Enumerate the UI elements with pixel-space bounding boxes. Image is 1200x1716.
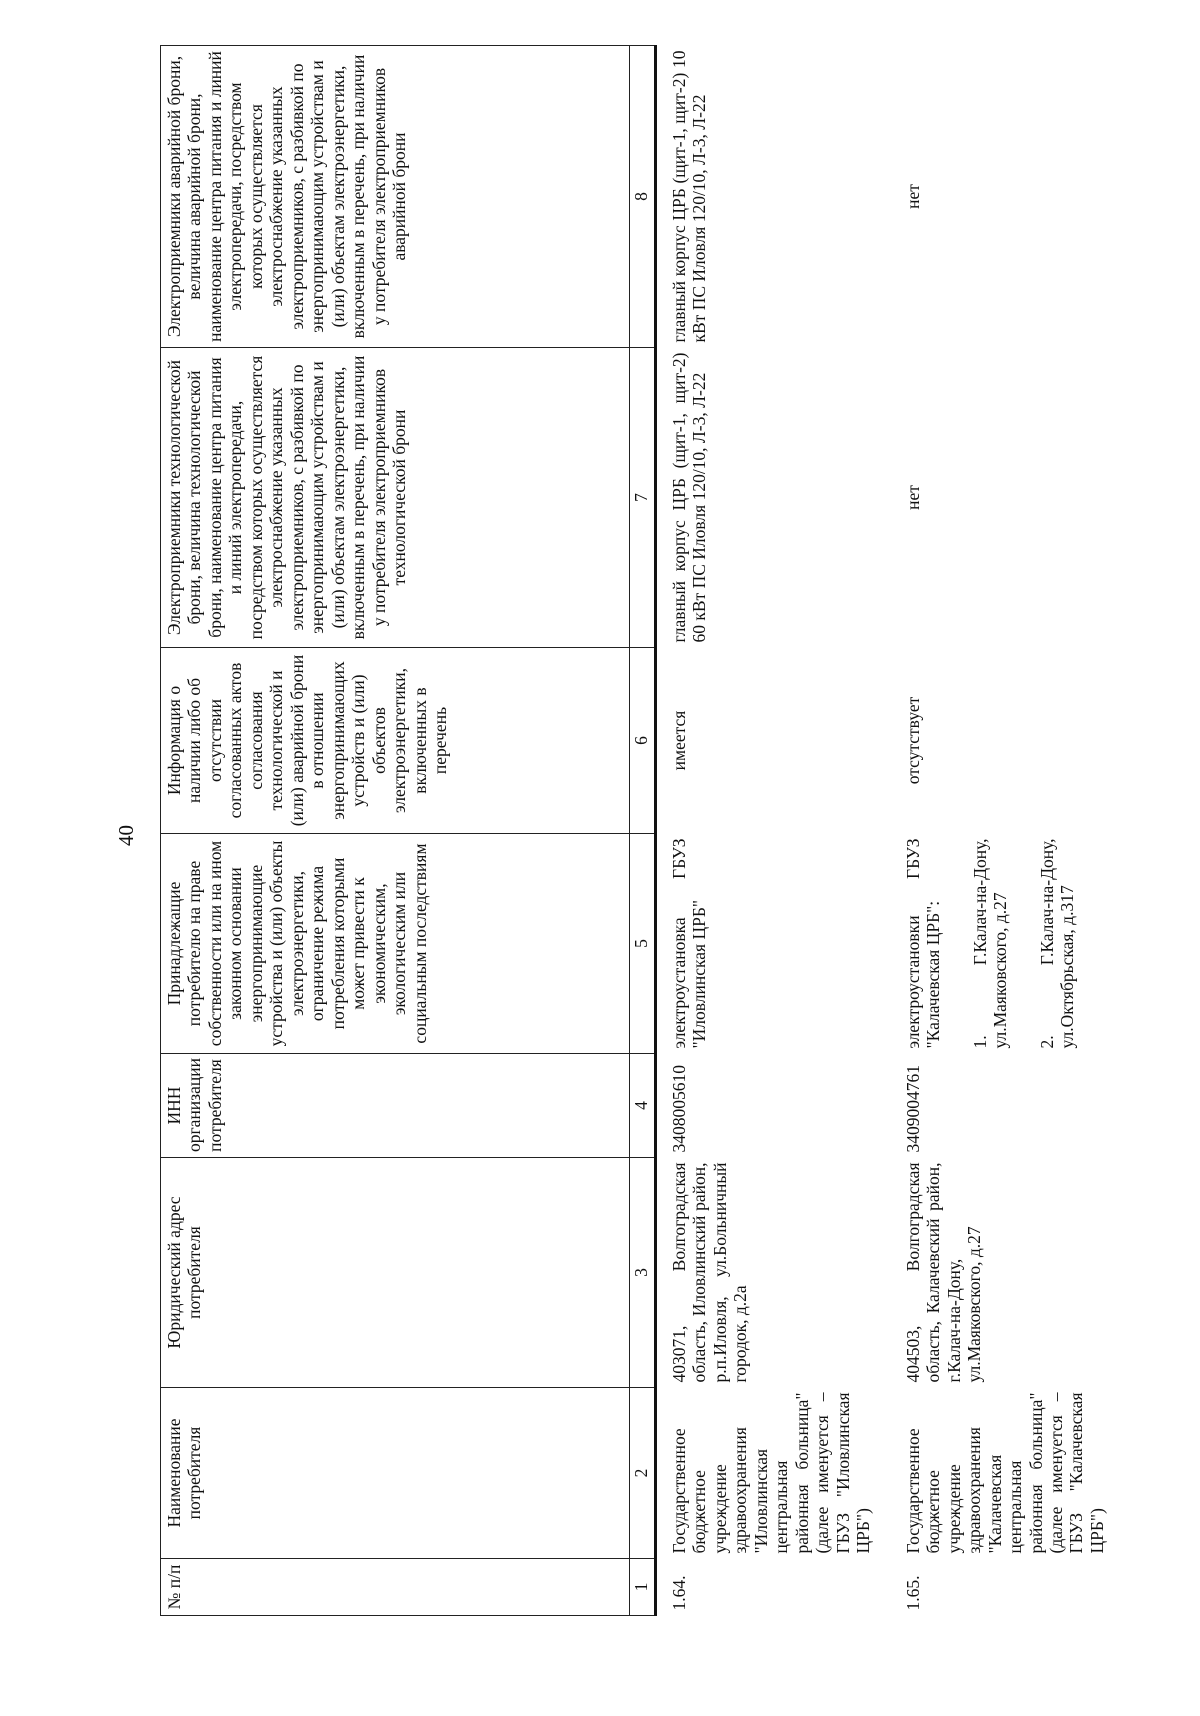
column-number: 8 [630, 46, 656, 348]
installation-address-1: 1. Г.Калач-на-Дону, ул.Маяковского, д.27 [969, 838, 1011, 1049]
emergency-reserve: главный корпус ЦРБ (щит-1, щит-2) 10 кВт ПС Иловля 120/10, Л-3, Л-22 [669, 50, 710, 343]
header-col-6: Информация о наличии либо об отсутствии согласованных актов согласования технологической и (или) аварийной брони в отношении энергопринимающих устройств и (или) объектов электроэнергетики, включенных в перечень [161, 648, 630, 834]
header-col-2: Наименование потребителя [161, 1388, 630, 1559]
legal-address: 403071, Волгоградская область, Иловлинский район, р.п.Иловля, ул.Больничный городок, д.2а [669, 1162, 751, 1383]
column-number: 1 [630, 1559, 656, 1616]
column-number: 6 [630, 648, 656, 834]
installation-address-2: 2. Г.Калач-на-Дону, ул.Октябрьская, д.317 [1036, 838, 1078, 1049]
column-number: 3 [630, 1158, 656, 1388]
page-number: 40 [114, 825, 138, 846]
header-col-4: ИНН организации потребителя [161, 1054, 630, 1158]
column-number-row [630, 46, 656, 1616]
emergency-reserve: нет [902, 184, 923, 209]
header-col-7: Электроприемники технологической брони, величина технологической брони, наименование центра питания и линий электропередачи, посредством которых осуществляется электроснабжение указанных электроприемников, с разбивкой по энергопринимающим устройствам и (или) объектам электроэнергетики, включенным в перечень, при наличии у потребителя электроприемников технологической брони [161, 348, 630, 648]
rotated-table-wrapper [160, 46, 1160, 1616]
header-col-3: Юридический адрес потребителя [161, 1158, 630, 1388]
header-col-1: № п/п [161, 1559, 630, 1616]
inn: 3408005610 [669, 1065, 689, 1153]
installations-cell [656, 834, 877, 1054]
consumers-table [160, 45, 1110, 1616]
acts-status: отсутствует [902, 696, 923, 785]
header-col-8: Электроприемники аварийной брони, величина аварийной брони, наименование центра питания и линий электропередачи, посредством которых осуществляется электроснабжение указанных электроприемников, с разбивкой по энергопринимающим устройствам и (или) объектам электроэнергетики, включенным в перечень, при наличии у потребителя электроприемников аварийной брони [161, 46, 630, 348]
column-number: 5 [630, 834, 656, 1054]
column-number: 2 [630, 1388, 656, 1559]
spacer [1011, 839, 1037, 1049]
table-row [877, 46, 1111, 1616]
installations: электроустановки ГБУЗ "Калачевская ЦРБ": [902, 838, 944, 1049]
tech-reserve: нет [902, 485, 923, 510]
row-number: 1.65. [902, 1575, 923, 1611]
inn: 3409004761 [902, 1065, 923, 1153]
table-header-row [161, 46, 630, 1616]
spacer [944, 839, 970, 1049]
installations-cell [877, 834, 1111, 1054]
legal-address: 404503, Волгоградская область, Калачевский район, г.Калач-на-Дону, ул.Маяковского, д.27 [902, 1162, 985, 1383]
installations: электроустановка ГБУЗ "Иловлинская ЦРБ" [669, 838, 710, 1049]
table-row [656, 46, 877, 1616]
tech-reserve: главный корпус ЦРБ (щит-1, щит-2) 60 кВт ПС Иловля 120/10, Л-3, Л-22 [669, 352, 710, 643]
header-col-5: Принадлежащие потребителю на праве собственности или на ином законном основании энергопринимающие устройства и (или) объекты электроэнергетики, ограничение режима потребления которыми может привести к экономическим, экологическим или социальным последствиям [161, 834, 630, 1054]
acts-status: имеется [669, 710, 689, 771]
row-number: 1.64. [669, 1575, 689, 1611]
consumer-name: Государственное бюджетное учреждение здравоохранения "Иловлинская центральная районная больница" (далее именуется – ГБУЗ "Иловлинская ЦРБ") [669, 1392, 874, 1554]
column-number: 7 [630, 348, 656, 648]
column-number: 4 [630, 1054, 656, 1158]
consumer-name: Государственное бюджетное учреждение здравоохранения "Калачевская центральная районная больница" (далее именуется – ГБУЗ "Калачевская ЦРБ") [902, 1392, 1107, 1554]
